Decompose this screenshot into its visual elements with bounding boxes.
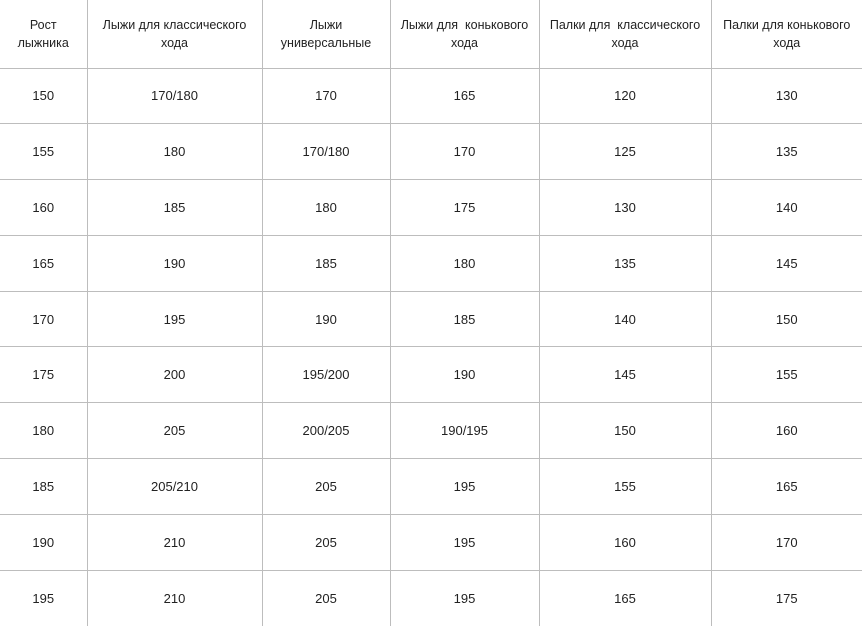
table-row	[0, 403, 862, 459]
table-cell: 165	[390, 68, 539, 124]
table-cell: 165	[539, 570, 711, 626]
header-line: хода	[450, 36, 479, 50]
header-classic-poles	[539, 0, 711, 68]
header-line: Лыжи	[309, 18, 343, 32]
table-cell: 190/195	[390, 403, 539, 459]
table-cell: 165	[711, 459, 862, 515]
table-cell: 140	[539, 291, 711, 347]
table-row	[0, 68, 862, 124]
table-cell: 195	[390, 514, 539, 570]
table-cell: 130	[539, 180, 711, 236]
table-cell: 150	[711, 291, 862, 347]
header-line: хода	[773, 36, 801, 50]
table-header	[0, 0, 862, 68]
header-row	[0, 0, 862, 68]
table-cell: 145	[711, 235, 862, 291]
table-cell: 195	[87, 291, 262, 347]
table-cell: 190	[87, 235, 262, 291]
table-cell: 195	[390, 459, 539, 515]
table-cell: 205	[262, 514, 390, 570]
skier-height-cell: 195	[32, 590, 55, 606]
header-line: хода	[160, 36, 189, 50]
skier-height-cell: 190	[0, 514, 87, 570]
table-cell: 200/205	[262, 403, 390, 459]
table-row	[0, 459, 862, 515]
table-cell: 155	[539, 459, 711, 515]
table-cell: 180	[87, 124, 262, 180]
table-cell: 175	[390, 180, 539, 236]
table-cell: 130	[711, 68, 862, 124]
table-cell: 145	[539, 347, 711, 403]
table-cell: 205	[262, 459, 390, 515]
table-row	[0, 180, 862, 236]
table-cell: 155	[711, 347, 862, 403]
header-skate-poles	[711, 0, 862, 68]
table-row	[0, 347, 862, 403]
header-line: хода	[611, 36, 639, 50]
table-cell: 210	[87, 570, 262, 626]
table-cell: 180	[390, 235, 539, 291]
skier-height-cell: 160	[0, 180, 87, 236]
header-line: Рост	[29, 18, 57, 32]
table-cell: 170/180	[87, 68, 262, 124]
skier-height-cell: 165	[0, 235, 87, 291]
header-line: Палки для конькового	[723, 18, 851, 32]
header-line: Палки для классического	[549, 18, 701, 32]
table-cell: 170	[711, 514, 862, 570]
table-cell: 140	[711, 180, 862, 236]
header-line: универсальные	[280, 36, 372, 50]
table-cell: 160	[539, 514, 711, 570]
table-cell: 190	[262, 291, 390, 347]
table-cell: 195/200	[262, 347, 390, 403]
table-cell: 160	[711, 403, 862, 459]
table-row	[0, 235, 862, 291]
header-line: лыжника	[17, 36, 69, 50]
table-cell: 185	[390, 291, 539, 347]
table-cell: 170	[262, 68, 390, 124]
skier-height-cell: 155	[0, 124, 87, 180]
table-row	[0, 570, 862, 626]
table-cell: 170/180	[262, 124, 390, 180]
table-cell: 210	[87, 514, 262, 570]
table-cell: 170	[390, 124, 539, 180]
table-body	[0, 68, 862, 626]
table-cell: 185	[87, 180, 262, 236]
header-skier-height	[0, 0, 87, 68]
table-cell: 180	[262, 180, 390, 236]
skier-height-cell: 185	[0, 459, 87, 515]
table-cell: 185	[262, 235, 390, 291]
table-row	[0, 291, 862, 347]
skier-height-cell: 170	[0, 291, 87, 347]
table-cell: 120	[539, 68, 711, 124]
table-cell: 190	[390, 347, 539, 403]
table-cell: 205	[87, 403, 262, 459]
header-classic-skis	[87, 0, 262, 68]
skier-height-cell: 150	[0, 68, 87, 124]
table-cell: 195	[390, 570, 539, 626]
table-cell: 125	[539, 124, 711, 180]
table-cell: 135	[539, 235, 711, 291]
skier-height-cell: 175	[0, 347, 87, 403]
table-cell: 205/210	[87, 459, 262, 515]
table-row	[0, 514, 862, 570]
table-cell: 175	[711, 570, 862, 626]
table-row	[0, 124, 862, 180]
header-universal-skis	[262, 0, 390, 68]
header-line: Лыжи для классического	[102, 18, 247, 32]
header-line: Лыжи для конькового	[400, 18, 529, 32]
table-cell: 205	[262, 570, 390, 626]
table-cell: 135	[711, 124, 862, 180]
skier-height-cell: 180	[0, 403, 87, 459]
table-cell: 150	[539, 403, 711, 459]
table-cell: 200	[87, 347, 262, 403]
header-skate-skis	[390, 0, 539, 68]
